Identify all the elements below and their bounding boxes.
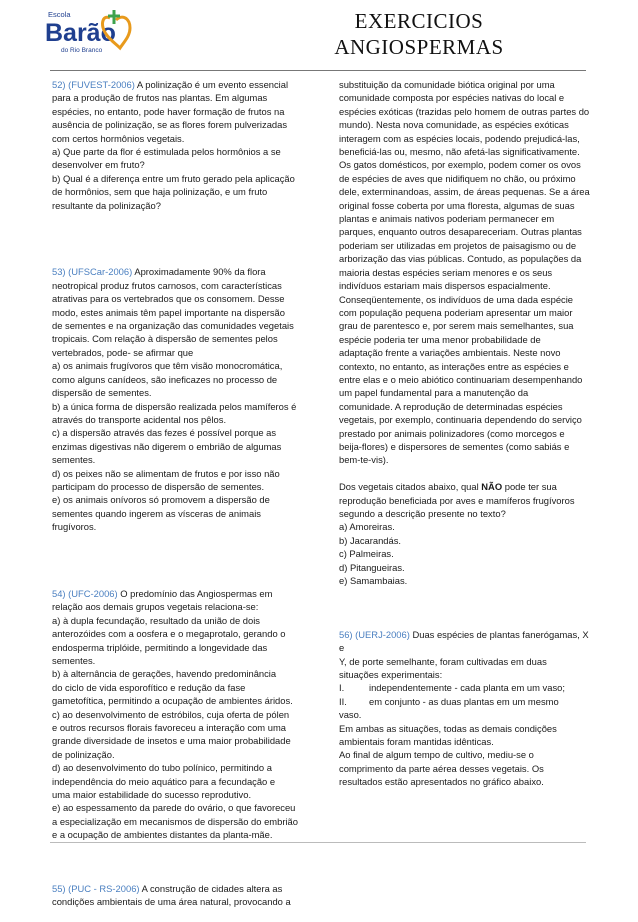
text-line: Y, de porte semelhante, foram cultivadas em duas <box>339 655 547 667</box>
text-line: grau de parentesco e, por serem mais semelhantes, sua <box>339 320 574 332</box>
text-line: e outros recursos florais favoreceu a interação com uma <box>52 722 286 734</box>
text-line: e a ocupação de ambientes distantes da planta-mãe. <box>52 829 273 841</box>
text-line: plantas e animais nativos poderiam permanecer em <box>339 213 555 225</box>
text-line: A polinização é um evento essencial <box>134 79 289 90</box>
text-line: de espécies de aves que nidifiquem no chão, ou próximo <box>339 172 576 184</box>
text-line: resultados estão apresentados no gráfico abaixo. <box>339 776 544 788</box>
text-line: a) Que parte da flor é estimulada pelos hormônios a se <box>52 146 281 158</box>
text-line: d) ao desenvolvimento do tubo polínico, permitindo a <box>52 762 272 774</box>
question-55-prompt <box>339 480 591 587</box>
text-line: comunidade. A reprodução de determinadas espécies <box>339 400 563 412</box>
title-line1: EXERCICIOS <box>354 9 484 33</box>
situation-1 <box>339 681 591 694</box>
text-line: ausência de polinização, se as flores forem pulverizadas <box>52 119 288 131</box>
text-line: como alguns canídeos, são ineficazes no processo de <box>52 373 278 385</box>
text-line: adaptação frente a variações ambientais. Neste novo <box>339 347 561 359</box>
answer-option: e) Samambaias. <box>339 575 408 587</box>
text-line: comunidade composta por espécies nativas do local e <box>339 92 565 104</box>
text-line: ambientais foram mantidas idênticas. <box>339 736 494 748</box>
text-line: indivíduos estariam mais dispersos espacialmente. <box>339 280 551 292</box>
text-line: A construção de cidades altera as <box>139 883 283 895</box>
text-line: Duas espécies de plantas fanerógamas, X e <box>339 628 589 654</box>
text-line: a) à dupla fecundação, resultado da união de dois <box>52 614 260 626</box>
situation-2-number: II. <box>339 695 347 707</box>
text-line: segundo a descrição presente no texto? <box>339 507 506 519</box>
text-line: vaso. <box>339 709 362 721</box>
text-line: resultante da polinização? <box>52 199 161 211</box>
text-line: substituição da comunidade biótica original por uma <box>339 79 555 90</box>
footer-divider <box>50 842 586 843</box>
text-line: grande diversidade de insetos e uma maior probabilidade <box>52 735 291 747</box>
text-line: prestado por animais polinizadores (como morcegos e <box>339 427 565 439</box>
text-line: através do transporte acidental nos pêlos. <box>52 413 227 425</box>
text-line: frugívoros. <box>52 521 97 533</box>
text-line: condições ambientais de uma área natural, provocando a <box>52 896 291 908</box>
text-line: Dos vegetais citados abaixo, qual <box>339 481 482 493</box>
title-line2: ANGIOSPERMAS <box>334 35 504 59</box>
text-line: sementes. <box>52 655 96 666</box>
text-line: e) ao espessamento da parede do ovário, o que favoreceu <box>52 802 296 814</box>
answer-option: c) Palmeiras. <box>339 548 394 560</box>
text-line: enzimas digestivas não digerem o embrião de algumas <box>52 440 282 452</box>
logo-line2: Barão <box>45 19 116 47</box>
left-column <box>52 78 307 922</box>
question-54 <box>52 587 307 842</box>
text-line: d) os peixes não se alimentam de frutos e por isso não <box>52 467 280 479</box>
question-55-number: 55) (PUC - RS-2006) <box>52 883 140 895</box>
question-53-number: 53) (UFSCar-2006) <box>52 266 133 278</box>
text-line: sementes. <box>52 454 96 466</box>
text-line: gametofítica, permitindo a ocupação de ambientes áridos. <box>52 695 293 707</box>
situation-2-text: em conjunto - as duas plantas em um mesmo <box>369 695 559 707</box>
text-line: espécie poderia ter uma menor probabilidade de <box>339 333 541 345</box>
text-line: original fosse coberta por uma floresta, algumas de suas <box>339 199 575 211</box>
text-line: a) os animais frugívoros que têm visão monocromática, <box>52 360 283 372</box>
text-line: b) Qual é a diferença entre um fruto gerado pela aplicação <box>52 172 295 184</box>
text-line: dispersão de sementes. <box>52 387 152 399</box>
text-line: tropicais. Com relação à dispersão de sementes pelos <box>52 333 278 345</box>
text-line: anterozóides com a oosfera e o megaprotalo, gerando o <box>52 628 286 640</box>
text-line: a especialização em mecanismos de dispersão do embrião <box>52 815 298 827</box>
text-line: independência do meio aquático para a fecundação e <box>52 775 276 787</box>
text-line: com certos hormônios vegetais. <box>52 132 185 144</box>
text-line: Em ambas as situações, todas as demais condições <box>339 722 557 734</box>
question-55-continued <box>339 78 591 467</box>
text-line: espécies exóticas (trazidas pelo homem de outras partes do <box>339 105 590 117</box>
emphasis-not: NÃO <box>481 481 503 493</box>
text-line: endosperma triplóide, permitindo a longevidade das <box>52 641 268 653</box>
text-line: uma maior estabilidade do sucesso reprodutivo. <box>52 789 252 801</box>
text-line: b) à alternância de gerações, havendo predominância <box>52 668 277 680</box>
text-line: e) os animais onívoros só promovem a dispersão de <box>52 494 270 506</box>
text-line: Os gatos domésticos, por exemplo, podem comer os ovos <box>339 159 581 171</box>
question-54-number: 54) (UFC-2006) <box>52 587 118 599</box>
text-line: vertebrados, pode- se afirmar que <box>52 346 194 358</box>
situation-1-text: independentemente - cada planta em um vaso; <box>369 682 565 694</box>
text-line: um papel fundamental para a manutenção da <box>339 387 529 399</box>
text-line: contexto, no entanto, as interações entre as espécies e <box>339 360 569 372</box>
text-line: espécies, no entanto, pode haver formação de frutos na <box>52 105 285 117</box>
text-line: de hormônios, sem que haja polinização, e um fruto <box>52 186 268 198</box>
text-line: reprodução beneficiada por aves e mamíferos frugívoros <box>339 494 575 506</box>
situation-2 <box>339 695 591 708</box>
text-line: arborização das vias públicas. Contudo, as populações da <box>339 253 582 265</box>
text-line: c) ao desenvolvimento de estróbilos, cuja oferta de pólen <box>52 708 290 720</box>
text-line: entre elas e o meio abiótico continuariam desempenhando <box>339 373 583 385</box>
text-line: Ao final de algum tempo de cultivo, mediu-se o <box>339 749 534 761</box>
text-line: situações experimentais: <box>339 669 443 681</box>
text-line: desenvolver em fruto? <box>52 159 145 171</box>
text-line: c) a dispersão através das fezes é possível porque as <box>52 427 277 439</box>
text-line: sementes quando ingerem as vísceras de animais <box>52 507 261 519</box>
question-56-number: 56) (UERJ-2006) <box>339 628 410 640</box>
text-line: de polinização. <box>52 748 115 760</box>
question-53 <box>52 265 307 533</box>
answer-option: a) Amoreiras. <box>339 521 395 533</box>
answer-option: d) Pitangueiras. <box>339 561 405 573</box>
text-line: beneficiá-las ou, mesmo, não afetá-las significativamente. <box>339 146 580 158</box>
question-52-number: 52) (FUVEST-2006) <box>52 79 135 90</box>
text-line: b) a única forma de dispersão realizada pelos mamíferos é <box>52 400 297 412</box>
logo-line3: do Rio Branco <box>61 47 103 54</box>
question-55 <box>52 882 307 909</box>
text-line: Aproximadamente 90% da flora <box>132 266 266 278</box>
page-title <box>290 8 548 60</box>
situation-1-number: I. <box>339 682 345 694</box>
text-line: parques, enquanto outros desapareceriam. Outras plantas <box>339 226 582 238</box>
text-line: comprimento da parte aérea desses vegetais. Os <box>339 762 544 774</box>
text-line: Conseqüentemente, os indivíduos de uma dada espécie <box>339 293 574 305</box>
text-line: modo, estes animais têm papel importante na dispersão <box>52 306 285 318</box>
text-line: de sementes e na organização das comunidades vegetais <box>52 320 294 332</box>
text-line: poderiam ser utilizadas em projetos de paisagismo ou de <box>339 239 577 251</box>
answer-option: b) Jacarandás. <box>339 534 402 546</box>
text-line: vegetais, por exemplo, continuaria dependendo do serviço <box>339 414 582 426</box>
school-logo-graphic <box>44 4 134 60</box>
text-line: dele, exterminandoas, assim, de áreas pequenas. Se a área <box>339 186 590 198</box>
text-line: pode ter sua <box>502 481 557 493</box>
text-line: maioria destas espécies seriam menores e os seus <box>339 266 553 278</box>
question-56 <box>339 628 591 789</box>
text-line: mundo). Nesta nova comunidade, as espécies exóticas <box>339 119 569 131</box>
text-line: O predomínio das Angiospermas em <box>117 587 273 599</box>
school-logo <box>44 4 134 60</box>
text-line: para a produção de frutos nas plantas. Em algumas <box>52 92 268 104</box>
text-line: atrativas para os vertebrados que os consomem. Desse <box>52 293 285 305</box>
text-line: interagem com as espécies locais, podendo prejudicá-las, <box>339 132 580 144</box>
question-52 <box>52 78 307 212</box>
text-line: neotropical produz frutos carnosos, com características <box>52 279 282 291</box>
text-line: com população pequena poderiam apresentar um maior <box>339 306 573 318</box>
text-line: relação aos demais grupos vegetais relaciona-se: <box>52 601 259 613</box>
logo-line1: Escola <box>48 10 71 19</box>
text-line: participam do processo de dispersão de sementes. <box>52 480 265 492</box>
right-column <box>339 78 591 802</box>
text-line: do ciclo de vida esporofítico e redução da fase <box>52 681 246 693</box>
header-divider <box>50 70 586 71</box>
text-line: bem-te-vis). <box>339 454 389 466</box>
text-line: beija-flores) e dispersores de sementes (como sabiás e <box>339 440 570 452</box>
